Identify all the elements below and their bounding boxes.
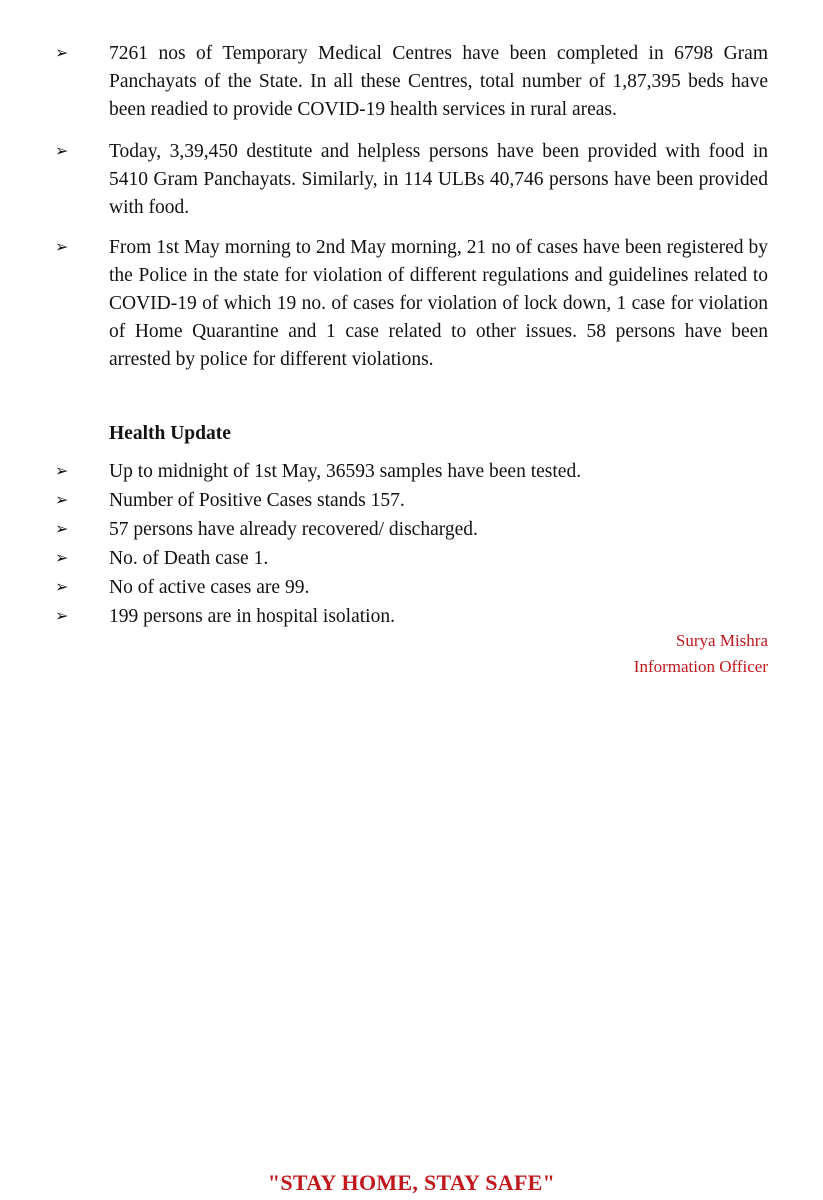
arrow-bullet-icon: ➢ bbox=[55, 550, 69, 567]
list-item bbox=[55, 544, 770, 573]
list-item-text: No of active cases are 99. bbox=[109, 577, 310, 598]
signatory-designation: Information Officer bbox=[633, 657, 768, 676]
list-item-text: No. of Death case 1. bbox=[109, 548, 269, 569]
health-update-list bbox=[55, 457, 770, 631]
bullet-text: Today, 3,39,450 destitute and helpless persons have been provided with food in 5410 Gram Panchayats. Similarly, in 114 ULBs 40,746 persons have been provided with food. bbox=[109, 141, 768, 218]
list-item-text: 57 persons have already recovered/ discharged. bbox=[109, 519, 478, 540]
arrow-bullet-icon: ➢ bbox=[55, 239, 69, 256]
section-heading-health-update: Health Update bbox=[109, 423, 231, 444]
arrow-bullet-icon: ➢ bbox=[55, 143, 69, 160]
arrow-bullet-icon: ➢ bbox=[55, 608, 69, 625]
arrow-bullet-icon: ➢ bbox=[55, 45, 69, 62]
arrow-bullet-icon: ➢ bbox=[55, 521, 69, 538]
list-item-text: 199 persons are in hospital isolation. bbox=[109, 606, 395, 627]
arrow-bullet-icon: ➢ bbox=[55, 492, 69, 509]
list-item-text: Number of Positive Cases stands 157. bbox=[109, 490, 405, 511]
list-item bbox=[55, 457, 770, 486]
footer-slogan: "STAY HOME, STAY SAFE" bbox=[267, 1170, 556, 1195]
list-item-text: Up to midnight of 1st May, 36593 samples have been tested. bbox=[109, 461, 582, 482]
list-item bbox=[55, 573, 770, 602]
signatory-name: Surya Mishra bbox=[675, 631, 768, 650]
signature-block bbox=[634, 628, 768, 680]
list-item bbox=[55, 602, 770, 631]
bullet-text: From 1st May morning to 2nd May morning, 21 no of cases have been registered by the Police in the state for violation of different regulations and guidelines related to COVID-19 of which 19 no. of cases for violation of lock down, 1 case for violation of Home Quarantine and 1 case related to other issues. 58 persons have been arrested by police for different violations. bbox=[109, 237, 768, 370]
arrow-bullet-icon: ➢ bbox=[55, 463, 69, 480]
bullet-text: 7261 nos of Temporary Medical Centres have been completed in 6798 Gram Panchayats of the State. In all these Centres, total number of 1,87,395 beds have been readied to provide COVID-19 health services in rural areas. bbox=[109, 43, 768, 120]
list-item bbox=[55, 515, 770, 544]
list-item bbox=[55, 486, 770, 515]
arrow-bullet-icon: ➢ bbox=[55, 579, 69, 596]
